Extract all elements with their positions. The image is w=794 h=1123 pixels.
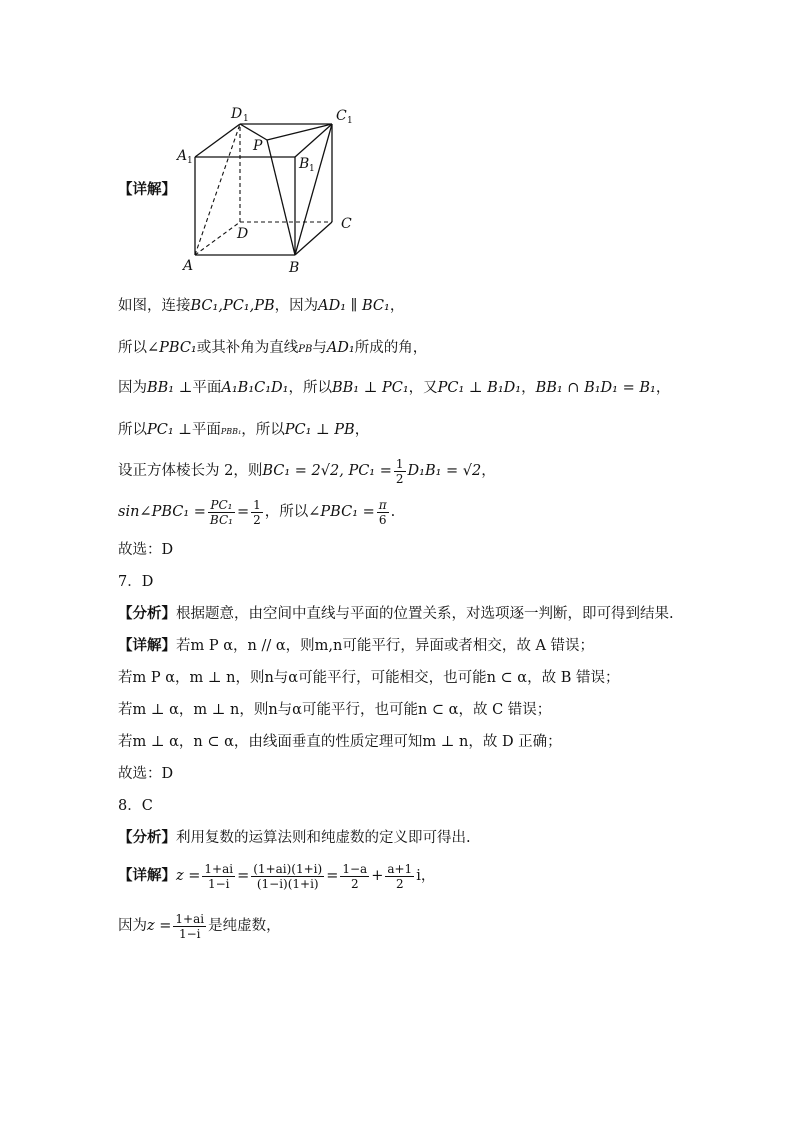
- edge-c-b: [295, 222, 332, 255]
- fraction-z-1: $\frac{1+ai}{1-i}$: [204, 861, 234, 891]
- label-c1: C: [336, 108, 347, 124]
- text-line-3: 因为BB₁ ⊥平面A₁B₁C₁D₁，所以BB₁ ⊥ PC₁，又PC₁ ⊥ B₁D₁，BB₁ ∩ B₁D₁ = B₁，: [118, 380, 671, 396]
- fraction-z-2: $\frac{(1+ai)(1+i)}{(1-i)(1+i)}$: [253, 861, 323, 891]
- detail-7-line-2: 若m P α，m ⊥ n，则n与α可能平行，可能相交，也可能n ⊂ α，故 B 错误；: [118, 670, 620, 686]
- label-a1-sub: 1: [187, 156, 193, 166]
- fraction-z-5: $\frac{1+ai}{1-i}$: [175, 911, 205, 941]
- label-p: P: [253, 138, 263, 154]
- detail-7-line-3: 若m ⊥ α，m ⊥ n，则n与α可能平行，也可能n ⊂ α，故 C 错误；: [118, 702, 552, 718]
- detail-8-line-1: 【详解】z = $\frac{1+ai}{1-i}$ = $\frac{(1+ai)(1+i)}{(1-i)(1+i)}$ = $\frac{1-a}{2}$ + $\frac{a+1}{2}$ i，: [118, 861, 436, 891]
- detail-7-line-4: 若m ⊥ α，n ⊂ α，由线面垂直的性质定理可知m ⊥ n，故 D 正确；: [118, 734, 562, 750]
- label-c: C: [341, 216, 352, 232]
- label-b: B: [289, 260, 300, 276]
- detail-7-line-1: 【详解】若m P α，n // α，则m,n可能平行，异面或者相交，故 A 错误；: [118, 637, 595, 654]
- cube-figure: [175, 100, 370, 280]
- hidden-edge-a-d: [195, 222, 240, 255]
- fraction-pc-bc: $\frac{\text{PC₁}}{\text{BC₁}}$: [209, 497, 233, 527]
- analysis-8: 【分析】利用复数的运算法则和纯虚数的定义即可得出.: [118, 829, 471, 846]
- label-a: A: [183, 258, 194, 274]
- fraction-half: $\frac{1}{2}$: [395, 456, 404, 486]
- label-a1: A: [177, 148, 188, 164]
- label-b1: B: [299, 156, 310, 172]
- text-line-4: 所以PC₁ ⊥平面PBB₁，所以PC₁ ⊥ PB，: [118, 422, 370, 438]
- detail-tag: 【详解】: [118, 181, 176, 198]
- fraction-half-2: $\frac{1}{2}$: [253, 497, 261, 527]
- label-d: D: [237, 226, 249, 242]
- text-line-2: 所以∠PBC₁或其补角为直线PB与AD₁所成的角，: [118, 340, 428, 356]
- label-b1-sub: 1: [309, 164, 315, 174]
- text-line-7: 故选：D: [118, 542, 174, 558]
- detail-7-choice: 故选：D: [118, 766, 174, 782]
- fraction-pi-6: $\frac{\pi}{6}$: [378, 497, 387, 527]
- hidden-edge-a-d1: [195, 124, 240, 255]
- label-d1: D: [231, 106, 243, 122]
- label-d1-sub: 1: [243, 114, 249, 124]
- fraction-z-4: $\frac{a+1}{2}$: [387, 861, 413, 891]
- analysis-7: 【分析】根据题意，由空间中直线与平面的位置关系，对选项逐一判断，即可得到结果.: [118, 605, 674, 622]
- question-8-answer: 8．C: [118, 798, 153, 814]
- text-line-6: sin∠PBC₁ = $\frac{\text{PC₁}}{\text{BC₁}}$ = $\frac{1}{2}$ ，所以∠PBC₁ = $\frac{\pi}{6}$ .: [118, 497, 396, 527]
- edge-a1-d1: [195, 124, 240, 157]
- fraction-z-3: $\frac{1-a}{2}$: [342, 861, 368, 891]
- edge-b-c1: [295, 124, 332, 255]
- text-line-5: 设正方体棱长为 2，则BC₁ = 2√2, PC₁ = $\frac{1}{2}$ D₁B₁ = √2，: [118, 456, 496, 486]
- text-line-1: 如图，连接BC₁,PC₁,PB，因为AD₁ ∥ BC₁，: [118, 298, 405, 314]
- label-c1-sub: 1: [347, 116, 353, 126]
- detail-8-line-2: 因为z = $\frac{1+ai}{1-i}$ 是纯虚数，: [118, 911, 281, 941]
- question-7-answer: 7．D: [118, 574, 154, 590]
